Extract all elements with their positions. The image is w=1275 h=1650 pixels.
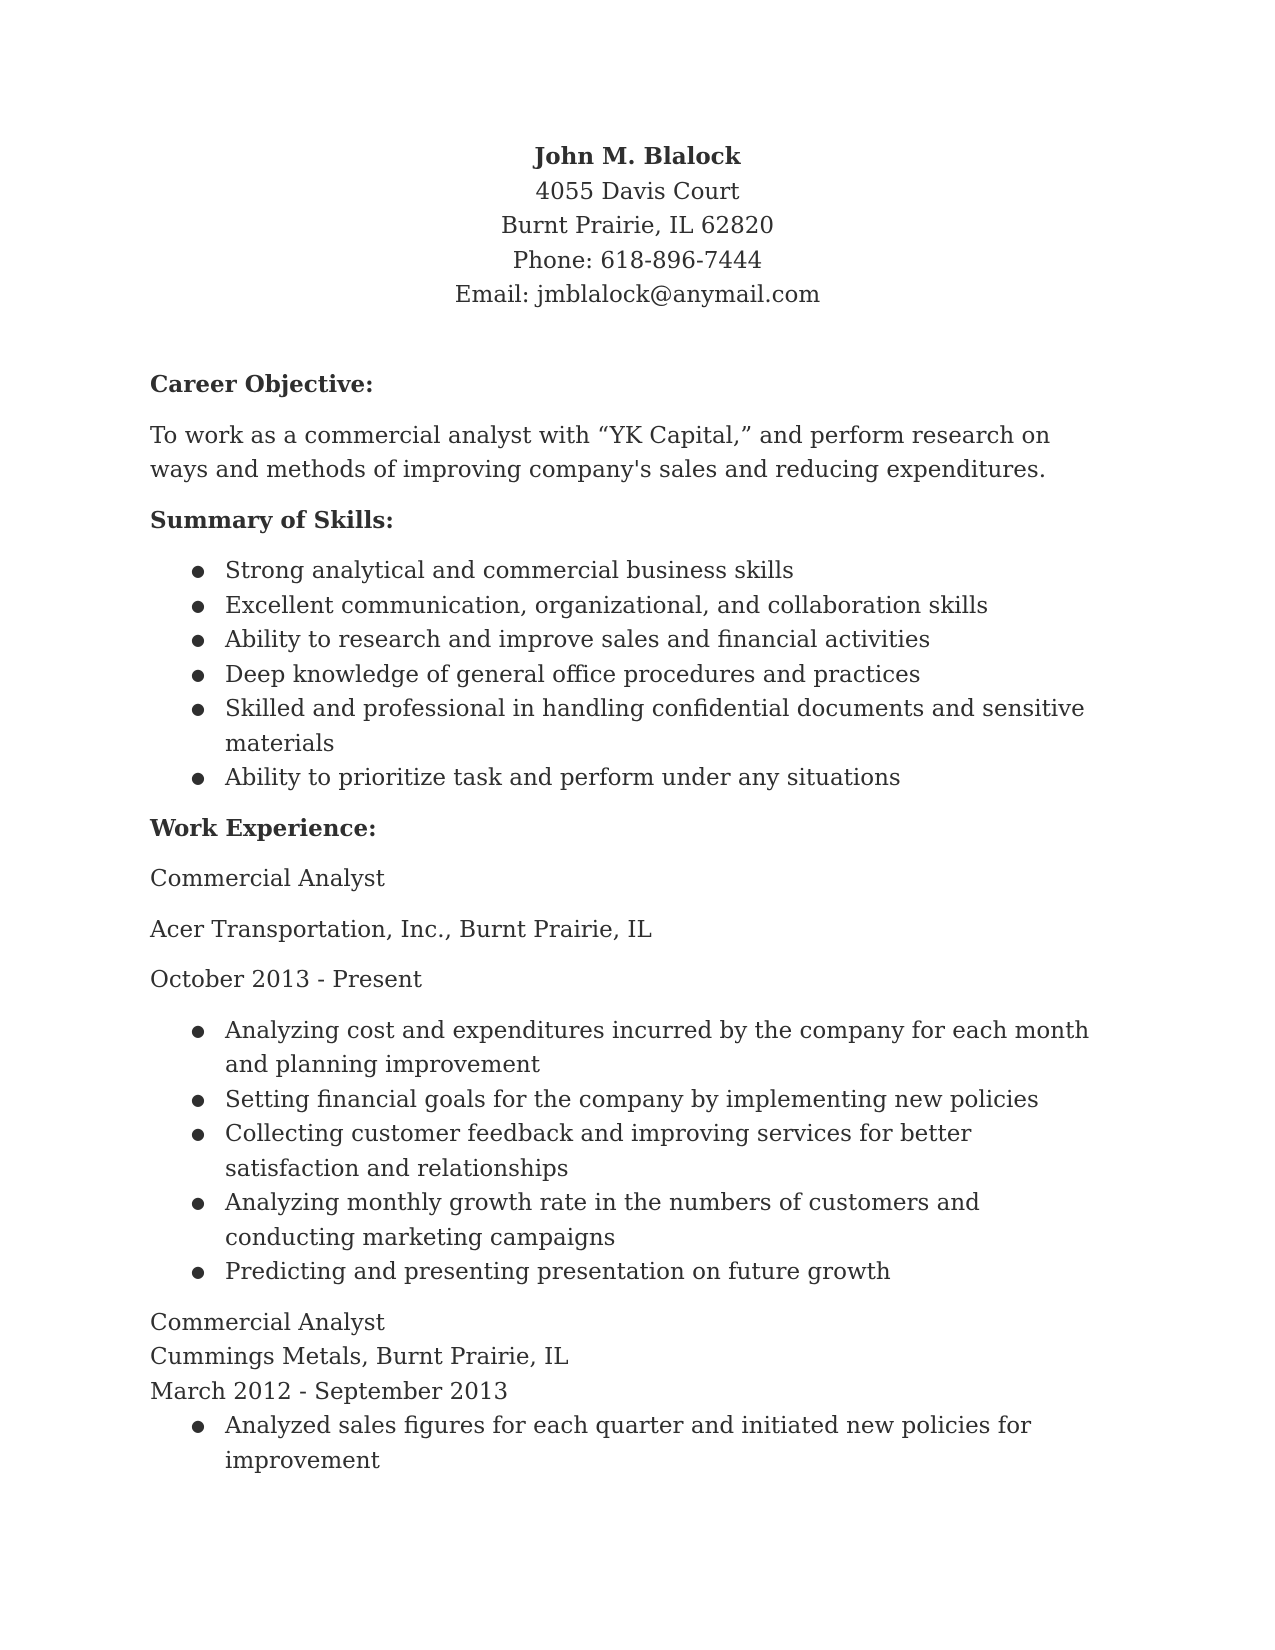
- job-company: Cummings Metals, Burnt Prairie, IL: [150, 1344, 569, 1370]
- bullet-icon: ●: [191, 768, 205, 787]
- address-line-2: Burnt Prairie, IL 62820: [500, 213, 775, 239]
- bullet-icon: ●: [191, 630, 205, 649]
- duty-text: Setting financial goals for the company by implementing new policies: [225, 1086, 1039, 1113]
- bullet-icon: ●: [191, 1193, 205, 1212]
- skill-text: Ability to prioritize task and perform under any situations: [225, 765, 901, 791]
- duty-text: Collecting customer feedback and improving services for better satisfaction and relationships: [225, 1121, 972, 1182]
- duty-item: [150, 1014, 1110, 1083]
- duty-item: [150, 1409, 1110, 1478]
- duty-text: Analyzed sales figures for each quarter and initiated new policies for improvement: [225, 1413, 1032, 1474]
- duty-item: [150, 1083, 1110, 1118]
- address-line-1: 4055 Davis Court: [535, 178, 740, 205]
- skill-item: [150, 761, 1110, 796]
- job-entry: [150, 862, 1110, 1290]
- career-objective-heading: Career Objective:: [150, 371, 374, 398]
- duty-text: Predicting and presenting presentation on future growth: [225, 1259, 891, 1285]
- applicant-name: John M. Blalock: [534, 143, 741, 170]
- duty-text: Analyzing cost and expenditures incurred by the company for each month and planning improvement: [225, 1017, 1090, 1078]
- skill-item: [150, 658, 1110, 693]
- skill-text: Strong analytical and commercial business skills: [225, 558, 794, 584]
- duty-text: Analyzing monthly growth rate in the numbers of customers and conducting marketing campaigns: [225, 1190, 980, 1251]
- phone-number: Phone: 618-896-7444: [512, 247, 763, 274]
- bullet-icon: ●: [191, 595, 205, 615]
- job-company: Acer Transportation, Inc., Burnt Prairie, IL: [150, 916, 652, 943]
- duty-item: [150, 1117, 1110, 1186]
- work-experience-heading: Work Experience:: [150, 814, 377, 842]
- skill-text: Ability to research and improve sales and financial activities: [225, 627, 931, 653]
- email-address: Email: jmblalock@anymail.com: [454, 282, 821, 308]
- career-objective-text: To work as a commercial analyst with “YK Capital,” and perform research on ways and methods of improving company's sales and reducing expenditures.: [150, 422, 1051, 483]
- bullet-icon: ●: [191, 1124, 205, 1143]
- duty-item: [150, 1255, 1110, 1290]
- resume-body: [150, 368, 1110, 1478]
- contact-header: [0, 140, 1275, 313]
- job-duties-list: [150, 1014, 1110, 1290]
- skill-item: [150, 554, 1110, 589]
- job-role: Commercial Analyst: [150, 866, 385, 892]
- skills-list: [150, 554, 1110, 796]
- bullet-icon: ●: [191, 664, 205, 684]
- bullet-icon: ●: [191, 699, 205, 718]
- skill-item: [150, 589, 1110, 624]
- bullet-icon: ●: [191, 561, 205, 580]
- job-role: Commercial Analyst: [150, 1309, 385, 1336]
- skills-heading: Summary of Skills:: [150, 506, 394, 534]
- bullet-icon: ●: [191, 1262, 205, 1281]
- skill-item: [150, 623, 1110, 658]
- skill-item: [150, 692, 1110, 761]
- skill-text: Excellent communication, organizational, and collaboration skills: [225, 592, 989, 619]
- bullet-icon: ●: [191, 1416, 205, 1435]
- job-duties-list: [150, 1409, 1110, 1478]
- duty-item: [150, 1186, 1110, 1255]
- job-dates: October 2013 - Present: [150, 967, 422, 993]
- job-dates: March 2012 - September 2013: [150, 1378, 509, 1405]
- skill-text: Skilled and professional in handling confidential documents and sensitive materials: [225, 696, 1085, 757]
- job-entry: [150, 1306, 1110, 1479]
- bullet-icon: ●: [191, 1020, 205, 1040]
- skill-text: Deep knowledge of general office procedures and practices: [225, 661, 921, 688]
- bullet-icon: ●: [191, 1089, 205, 1109]
